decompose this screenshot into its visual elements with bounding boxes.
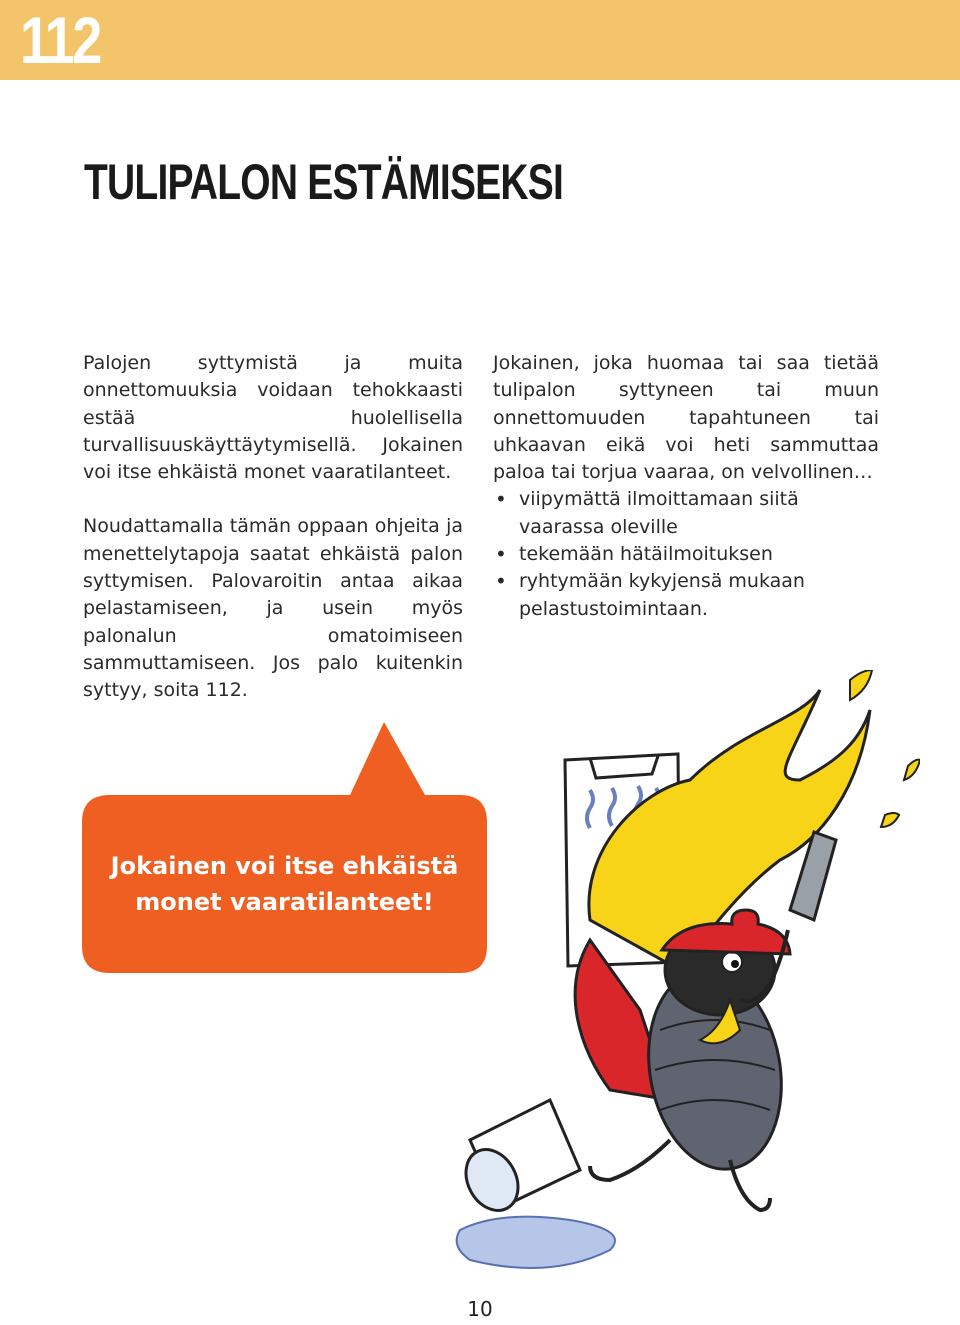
obligation-intro: Jokainen, joka huomaa tai saa tietää tulipalon syttyneen tai muun onnettomuuden tapahtuneen tai uhkaavan eikä voi heti sammuttaa paloa tai torjua vaaraa, on velvollinen… [493, 352, 879, 484]
water-puddle-icon [457, 1217, 615, 1268]
speech-bubble [0, 0, 500, 990]
callout-line: monet vaaratilanteet! [135, 888, 434, 916]
bucket-icon [456, 1100, 580, 1220]
paragraph: Palojen syttymistä ja muita onnettomuuksia voidaan tehokkaasti estää huolellisella turvallisuuskäyttäytymisellä. Jokainen voi itse ehkäistä monet vaaratilanteet. [83, 352, 463, 484]
obligation-list [493, 486, 879, 622]
paragraph: Noudattamalla tämän oppaan ohjeita ja menettelytapoja saatat ehkäistä palon syttymisen. Palovaroitin antaa aikaa pelastamiseen, ja usein myös palonalun omatoimiseen sammuttamiseen. Jos palo kuitenkin syttyy, soita 112. [83, 515, 463, 702]
fire-bug-cartoon-icon [440, 670, 920, 1280]
page-title: TULIPALON ESTÄMISEKSI [84, 154, 564, 210]
right-column [493, 350, 879, 623]
list-item: • ryhtymään kykyjensä mukaan pelastustoimintaan. [493, 568, 879, 623]
list-item: • viipymättä ilmoittamaan siitä vaarassa oleville [493, 486, 879, 541]
callout-text [82, 848, 487, 920]
emergency-number-badge: 112 [20, 3, 100, 77]
callout-line: Jokainen voi itse ehkäistä [110, 852, 459, 880]
list-item: • tekemään hätäilmoituksen [493, 541, 879, 568]
page-number: 10 [467, 1297, 493, 1321]
